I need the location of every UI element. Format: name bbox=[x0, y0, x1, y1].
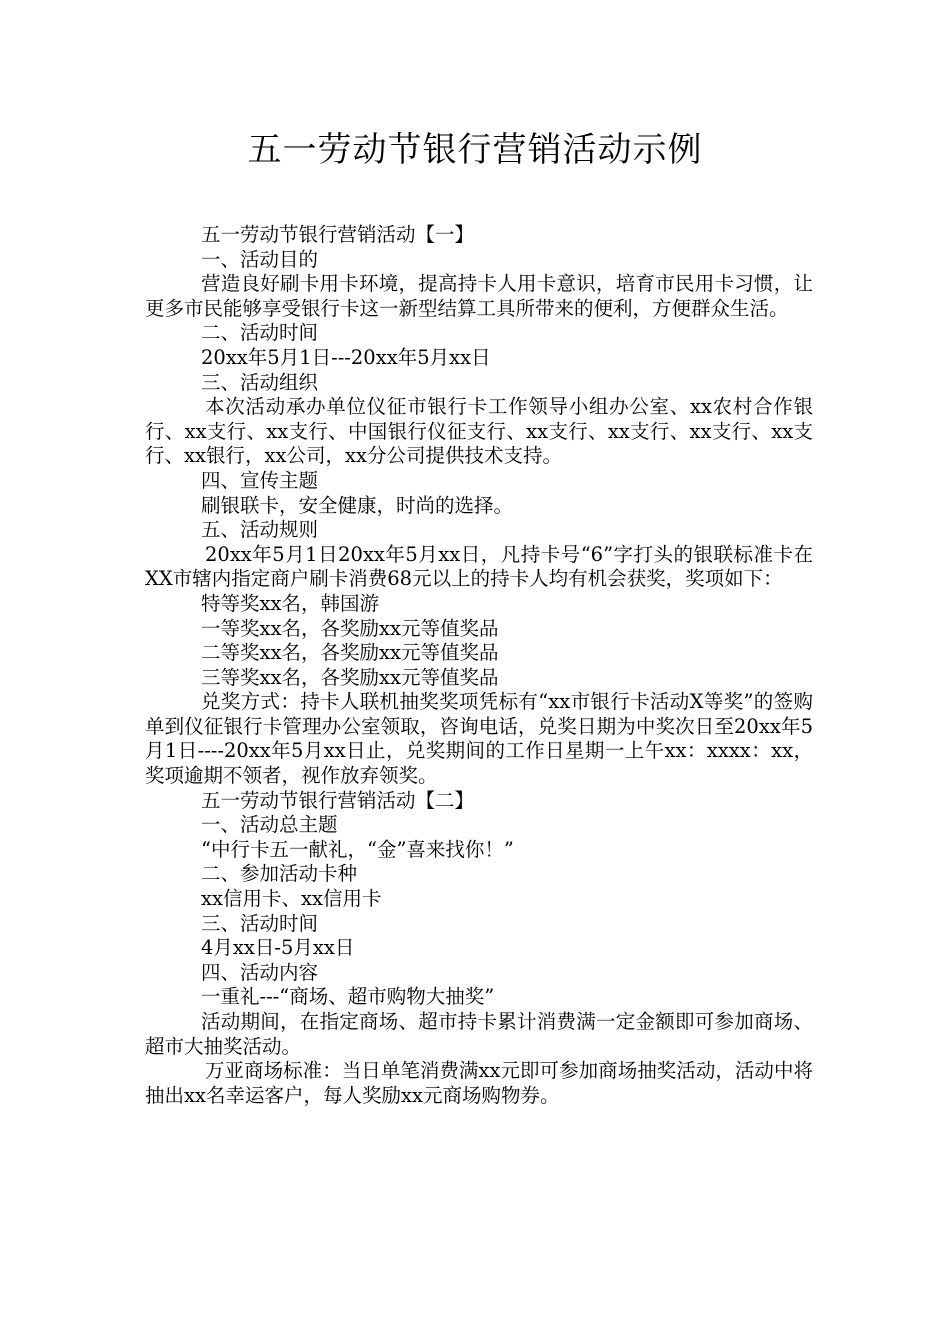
paragraph: 一重礼---“商场、超市购物大抽奖” bbox=[201, 985, 495, 1009]
prize-item: 一等奖xx名，各奖励xx元等值奖品 bbox=[201, 616, 499, 640]
paragraph: 本次活动承办单位仪征市银行卡工作领导小组办公室、xx农村合作银行、xx支行、xx支行、中国银行仪征支行、xx支行、xx支行、xx支行、xx支行、xx银行，xx公司，xx分公司提供技术支持。 bbox=[145, 395, 813, 468]
paragraph: 活动期间，在指定商场、超市持卡累计消费满一定金额即可参加商场、超市大抽奖活动。 bbox=[145, 1010, 813, 1058]
prize-item: 三等奖xx名，各奖励xx元等值奖品 bbox=[201, 665, 499, 689]
paragraph: “中行卡五一献礼，“金”喜来找你！” bbox=[201, 837, 514, 861]
section-heading: 五一劳动节银行营销活动【二】 bbox=[201, 788, 475, 812]
subheading: 一、活动目的 bbox=[201, 247, 319, 271]
document-body bbox=[145, 223, 813, 1108]
paragraph: 4月xx日-5月xx日 bbox=[201, 936, 355, 960]
subheading: 三、活动时间 bbox=[201, 911, 319, 935]
paragraph: 万亚商场标准：当日单笔消费满xx元即可参加商场抽奖活动，活动中将抽出xx名幸运客户，每人奖励xx元商场购物券。 bbox=[145, 1059, 813, 1107]
paragraph: 20xx年5月1日20xx年5月xx日，凡持卡号“6”字打头的银联标准卡在XX市辖内指定商户刷卡消费68元以上的持卡人均有机会获奖，奖项如下： bbox=[145, 542, 813, 591]
paragraph: 兑奖方式：持卡人联机抽奖奖项凭标有“xx市银行卡活动X等奖”的签购单到仪征银行卡管理办公室领取，咨询电话，兑奖日期为中奖次日至20xx年5月1日----20xx年5月xx日止，兑奖期间的工作日星期一上午xx：xxxx：xx，奖项逾期不领者，视作放弃领奖。 bbox=[145, 690, 813, 788]
paragraph: 营造良好刷卡用卡环境，提高持卡人用卡意识，培育市民用卡习惯，让更多市民能够享受银行卡这一新型结算工具所带来的便利，方便群众生活。 bbox=[145, 272, 813, 320]
subheading: 二、活动时间 bbox=[201, 321, 319, 345]
prize-item: 特等奖xx名，韩国游 bbox=[201, 591, 379, 615]
subheading: 五、活动规则 bbox=[201, 518, 319, 542]
subheading: 四、宣传主题 bbox=[201, 468, 319, 492]
section-heading: 五一劳动节银行营销活动【一】 bbox=[201, 223, 475, 246]
document-title: 五一劳动节银行营销活动示例 bbox=[247, 130, 703, 170]
paragraph: xx信用卡、xx信用卡 bbox=[201, 887, 382, 911]
paragraph: 20xx年5月1日---20xx年5月xx日 bbox=[201, 345, 491, 369]
paragraph: 刷银联卡，安全健康，时尚的选择。 bbox=[201, 493, 514, 517]
prize-item: 二等奖xx名，各奖励xx元等值奖品 bbox=[201, 641, 499, 665]
subheading: 四、活动内容 bbox=[201, 960, 319, 984]
subheading: 二、参加活动卡种 bbox=[201, 862, 358, 886]
subheading: 三、活动组织 bbox=[201, 370, 319, 394]
subheading: 一、活动总主题 bbox=[201, 813, 338, 837]
